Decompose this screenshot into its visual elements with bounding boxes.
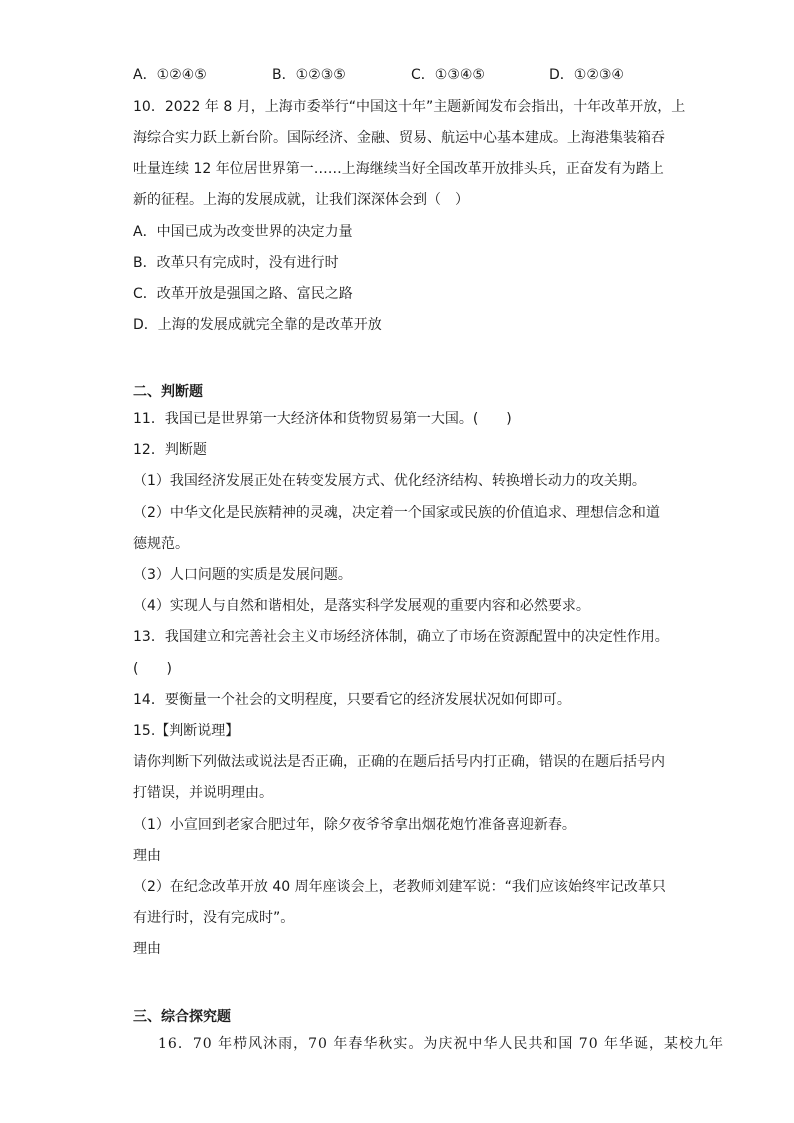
q12-item-2-cont: 德规范。 <box>133 536 189 552</box>
section-3-title: 三、综合探究题 <box>133 1009 231 1025</box>
q15-item-2: （2）在纪念改革开放 40 周年座谈会上，老教师刘建军说：“我们应该始终牢记改革只 <box>133 879 666 895</box>
q13-text: 13．我国建立和完善社会主义市场经济体制，确立了市场在资源配置中的决定性作用。 <box>133 629 669 645</box>
q9-option-b: B．①②③⑤ <box>272 67 346 83</box>
q10-stem-line-2: 海综合实力跃上新台阶。国际经济、金融、贸易、航运中心基本建成。上海港集装箱吞 <box>133 130 665 146</box>
q13-bracket: ( ) <box>133 661 172 677</box>
q15-item-2-cont: 有进行时，没有完成时”。 <box>133 910 295 926</box>
q9-option-c: C．①③④⑤ <box>411 67 485 83</box>
q10-stem-line-4: 新的征程。上海的发展成就，让我们深深体会到（ ） <box>133 192 469 208</box>
q15-item-1: （1）小宣回到老家合肥过年，除夕夜爷爷拿出烟花炮竹准备喜迎新春。 <box>133 817 576 833</box>
q12-title: 12．判断题 <box>133 442 207 458</box>
q10-stem-line-3: 吐量连续 12 年位居世界第一……上海继续当好全国改革开放排头兵，正奋发有为踏上 <box>133 161 664 177</box>
q10-option-b: B．改革只有完成时，没有进行时 <box>133 255 339 271</box>
section-2-title: 二、判断题 <box>133 384 203 400</box>
q11-text: 11．我国已是世界第一大经济体和货物贸易第一大国。( ) <box>133 411 512 427</box>
q9-option-a: A．①②④⑤ <box>133 67 207 83</box>
q10-option-a: A．中国已成为改变世界的决定力量 <box>133 224 353 240</box>
q12-item-3: （3）人口问题的实质是发展问题。 <box>133 567 352 583</box>
q15-reason-1: 理由 <box>133 848 161 864</box>
q15-reason-2: 理由 <box>133 941 161 957</box>
q15-instruction-line-2: 打错误，并说明理由。 <box>133 785 273 801</box>
q15-instruction-line-1: 请你判断下列做法或说法是否正确，正确的在题后括号内打正确，错误的在题后括号内 <box>133 754 665 770</box>
q12-item-4: （4）实现人与自然和谐相处，是落实科学发展观的重要内容和必然要求。 <box>133 598 590 614</box>
q12-item-1: （1）我国经济发展正处在转变发展方式、优化经济结构、转换增长动力的攻关期。 <box>133 473 646 489</box>
q10-stem-line-1: 10．2022 年 8 月，上海市委举行“中国这十年”主题新闻发布会指出，十年改革开放，上 <box>133 99 686 115</box>
q15-title: 15.【判断说理】 <box>133 723 240 739</box>
q14-text: 14．要衡量一个社会的文明程度，只要看它的经济发展状况如何即可。 <box>133 692 571 708</box>
q9-option-d: D．①②③④ <box>549 67 624 83</box>
q10-option-c: C．改革开放是强国之路、富民之路 <box>133 286 353 302</box>
q12-item-2: （2）中华文化是民族精神的灵魂，决定着一个国家或民族的价值追求、理想信念和道 <box>133 505 660 521</box>
q10-option-d: D．上海的发展成就完全靠的是改革开放 <box>133 317 382 333</box>
q16-text: 16．70 年栉风沐雨，70 年春华秋实。为庆祝中华人民共和国 70 年华诞，某校九年 <box>158 1036 725 1052</box>
